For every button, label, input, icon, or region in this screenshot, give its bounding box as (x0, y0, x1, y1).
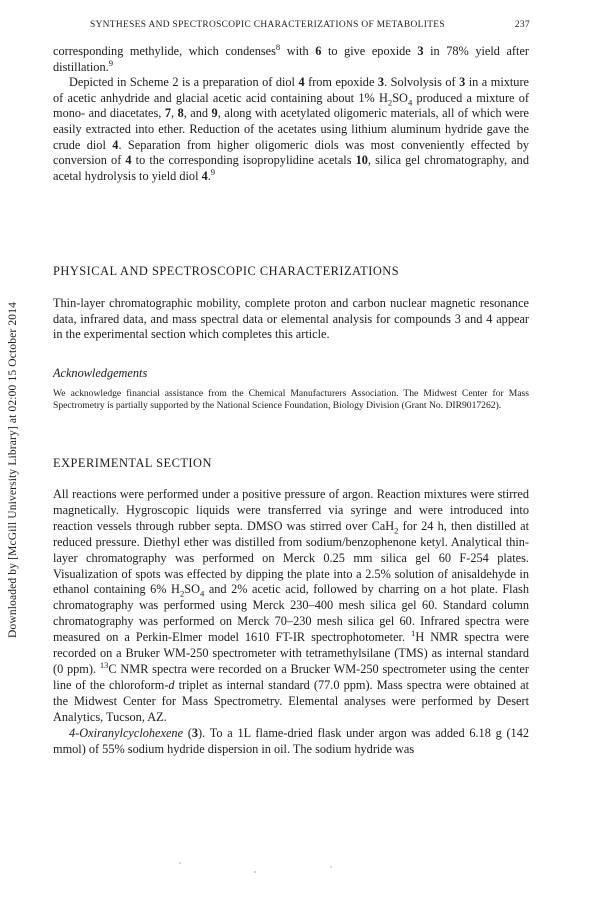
physical-section-text (53, 296, 529, 343)
procedure-paragraph: 4-Oxiranylcyclohexene (3). To a 1L flame-dried flask under argon was added 6.18 g (142 mmol) of 55% sodium hydride dispersion in oil. The sodium hydride was (53, 725, 530, 756)
procedure-title: 4-Oxiranylcyclohexene (69, 725, 184, 740)
intro-paragraph-1: corresponding methylide, which condenses$^8$ with 6 to give epoxide 3 in 78% yield after distillation.$^9$ (53, 41, 529, 74)
physical-paragraph: Thin-layer chromatographic mobility, complete proton and carbon nuclear magnetic resonance data, infrared data, and mass spectral data or elemental analysis for compounds 3 and 4 appear in the experimental section which completes this article. (53, 296, 529, 342)
acknowledgements-text: We acknowledge financial assistance from the Chemical Manufacturers Association. The Midwest Center for Mass Spectrometry is partially supported by the National Science Foundation, Biology Division (Grant No. DIR9017262). (53, 388, 529, 411)
experimental-section (53, 487, 529, 757)
running-title: SYNTHESES AND SPECTROSCOPIC CHARACTERIZATIONS OF METABOLITES (90, 20, 445, 30)
experimental-section-heading: EXPERIMENTAL SECTION (53, 456, 212, 470)
scan-speck (179, 862, 181, 864)
download-note-text: Downloaded by [McGill University Library] at 02:00 15 October 2014 (7, 302, 19, 638)
intro-paragraph-2: Depicted in Scheme 2 is a preparation of diol 4 from epoxide 3. Solvolysis of 3 in a mixture of acetic anhydride and glacial acetic acid containing about 1% $H_2SO_4$ produced a mixture of mono- and diacetates, 7, 8, and 9, along with acetylated oligomeric materials, all of which were easily extracted into ether. Reduction of the acetates using lithium aluminum hydride gave the crude diol 4. Separation from higher oligomeric diols was most conveniently effected by conversion of 4 to the corresponding isopropylidine acetals 10, silica gel chromatography, and acetal hydrolysis to yield diol 4.$^9$ (53, 75, 530, 183)
acknowledgements-heading: Acknowledgements (53, 366, 148, 380)
running-header (90, 20, 530, 30)
experimental-general-paragraph: All reactions were performed under a positive pressure of argon. Reaction mixtures were stirred magnetically. Hygroscopic liquids were transferred via syringe and were introduced into reaction vessels through rubber septa. DMSO was stirred over CaH$_2$ for 24 h, then distilled at reduced pressure. Diethyl ether was distilled from sodium/benzophenone ketyl. Analytical thin-layer chromatography was performed on Merck 0.25 mm silica gel 60 F-254 plates. Visualization of spots was effected by dipping the plate into a 2.5% solution of anisaldehyde in ethanol containing 6% $H_2SO_4$ and 2% acetic acid, followed by charring on a hot plate. Flash chromatography was performed using Merck 230–400 mesh silica gel 60. Standard column chromatography was performed on Merck 70–230 mesh silica gel 60. Infrared spectra were measured on a Perkin-Elmer model 1610 FT-IR spectrophotometer. $^1$H NMR spectra were recorded on a Bruker WM-250 spectrometer with tetramethylsilane (TMS) as internal standard (0 ppm). $^{13}$C NMR spectra were recorded on a Brucker WM-250 spectrometer using the center line of the chloroform-d triplet as internal standard (77.0 ppm). Mass spectra were obtained at the Midwest Center for Mass Spectrometry. Elemental analyses were performed by Desert Analytics, Tucson, AZ. (53, 487, 530, 724)
scan-speck (330, 866, 332, 868)
intro-section (53, 41, 530, 184)
scan-speck (254, 871, 256, 873)
download-margin-note (3, 262, 23, 678)
physical-section-heading: PHYSICAL AND SPECTROSCOPIC CHARACTERIZATIONS (53, 264, 400, 278)
page-number: 237 (514, 20, 530, 30)
